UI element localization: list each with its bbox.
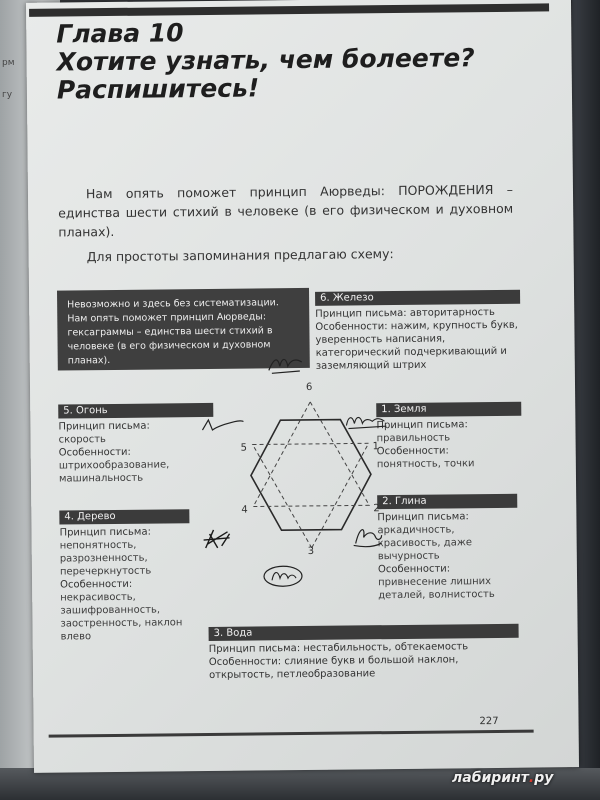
principle-value: нестабильность, обтекаемость bbox=[303, 641, 469, 655]
principle-label: Принцип письма: bbox=[376, 419, 468, 432]
page-number: 227 bbox=[479, 715, 499, 728]
top-rule bbox=[29, 3, 549, 16]
watermark-brand: лабиринт bbox=[452, 770, 529, 786]
principle-value: аркадичность, красивость, даже вычурность bbox=[377, 524, 473, 563]
features-label: Особенности: bbox=[315, 321, 388, 333]
principle-label: Принцип письма: bbox=[208, 643, 301, 655]
bottom-rule bbox=[49, 730, 534, 738]
principle-label: Принцип письма: bbox=[59, 526, 151, 539]
features-value: слияние букв и большой наклон, открытость, петлеобразование bbox=[208, 654, 459, 681]
chapter-title-line: Распишитесь! bbox=[56, 73, 260, 105]
intro-paragraph: Для простоты запоминания предлагаю схему: bbox=[86, 246, 394, 265]
features-label: Особенности: bbox=[208, 656, 282, 668]
features-value: нажим, крупность букв, уверенность написания, категорический подчеркивающий и заземляющий штрих bbox=[315, 319, 519, 372]
principle-value: непонятность, разрозненность, перечеркнутость bbox=[59, 539, 152, 578]
element-header: 2. Глина bbox=[377, 494, 517, 509]
features-value: штрихообразование, машинальность bbox=[58, 459, 170, 485]
chapter-title-line: Хотите узнать, чем болеете? bbox=[56, 43, 475, 77]
vertex-number: 2 bbox=[373, 503, 380, 515]
principle-label: Принцип письма: bbox=[377, 511, 469, 524]
principle-label: Принцип письма: bbox=[58, 420, 150, 433]
chapter-number: Глава 10 bbox=[56, 18, 184, 49]
features-value: некрасивость, зашифрованность, заостренность, наклон влево bbox=[60, 591, 183, 643]
element-header: 1. Земля bbox=[376, 402, 521, 418]
features-label: Особенности: bbox=[376, 445, 449, 458]
signature-icon bbox=[262, 564, 304, 588]
principle-value: авторитарность bbox=[409, 306, 495, 319]
vertex-number: 1 bbox=[372, 441, 380, 453]
vertex-number: 6 bbox=[305, 381, 313, 393]
element-header: 5. Огонь bbox=[58, 403, 213, 419]
hexagon-outline bbox=[250, 419, 371, 530]
element-header: 3. Вода bbox=[209, 624, 519, 641]
intro-paragraph: Нам опять поможет принцип Аюрведы: ПОРОЖДЕНИЯ – единства шести стихий в человеке (в его физическом и духовном планах). bbox=[58, 181, 514, 240]
principle-label: Принцип письма: bbox=[315, 307, 407, 320]
features-value: привнесение лишних деталей, волнистость bbox=[378, 576, 495, 602]
adjacent-page-fragment: рм bbox=[2, 58, 15, 68]
book-page bbox=[26, 0, 579, 773]
vertex-number: 5 bbox=[240, 442, 248, 454]
signature-icon bbox=[266, 352, 306, 376]
vertex-number: 3 bbox=[307, 545, 315, 557]
principle-value: правильность bbox=[376, 432, 451, 445]
signature-icon bbox=[349, 521, 383, 549]
principle-value: скорость bbox=[58, 434, 106, 446]
signature-icon bbox=[200, 416, 244, 436]
adjacent-page-fragment: гу bbox=[2, 90, 13, 100]
features-label: Особенности: bbox=[60, 578, 133, 591]
features-value: понятность, точки bbox=[376, 458, 475, 471]
element-header: 4. Дерево bbox=[59, 509, 189, 524]
features-label: Особенности: bbox=[58, 446, 131, 459]
element-header: 6. Железо bbox=[315, 290, 520, 306]
watermark: лабиринт.ру bbox=[452, 770, 554, 786]
element-block-fire bbox=[58, 403, 214, 486]
systematization-box: Невозможно и здесь без систематизации. Нам опять поможет принцип Аюрведы: гексаграммы – единства шести стихий в человеке (в его физическом и духовном планах). bbox=[57, 288, 310, 371]
watermark-tld: ру bbox=[534, 770, 554, 786]
features-label: Особенности: bbox=[377, 563, 451, 576]
signature-icon bbox=[201, 526, 233, 554]
chapter-title bbox=[56, 16, 475, 104]
signature-icon bbox=[344, 409, 390, 431]
element-block-water bbox=[209, 624, 520, 682]
vertex-number: 4 bbox=[241, 504, 248, 516]
intro-text bbox=[58, 180, 514, 267]
element-block-wood bbox=[59, 509, 190, 643]
element-block-iron bbox=[315, 290, 521, 373]
